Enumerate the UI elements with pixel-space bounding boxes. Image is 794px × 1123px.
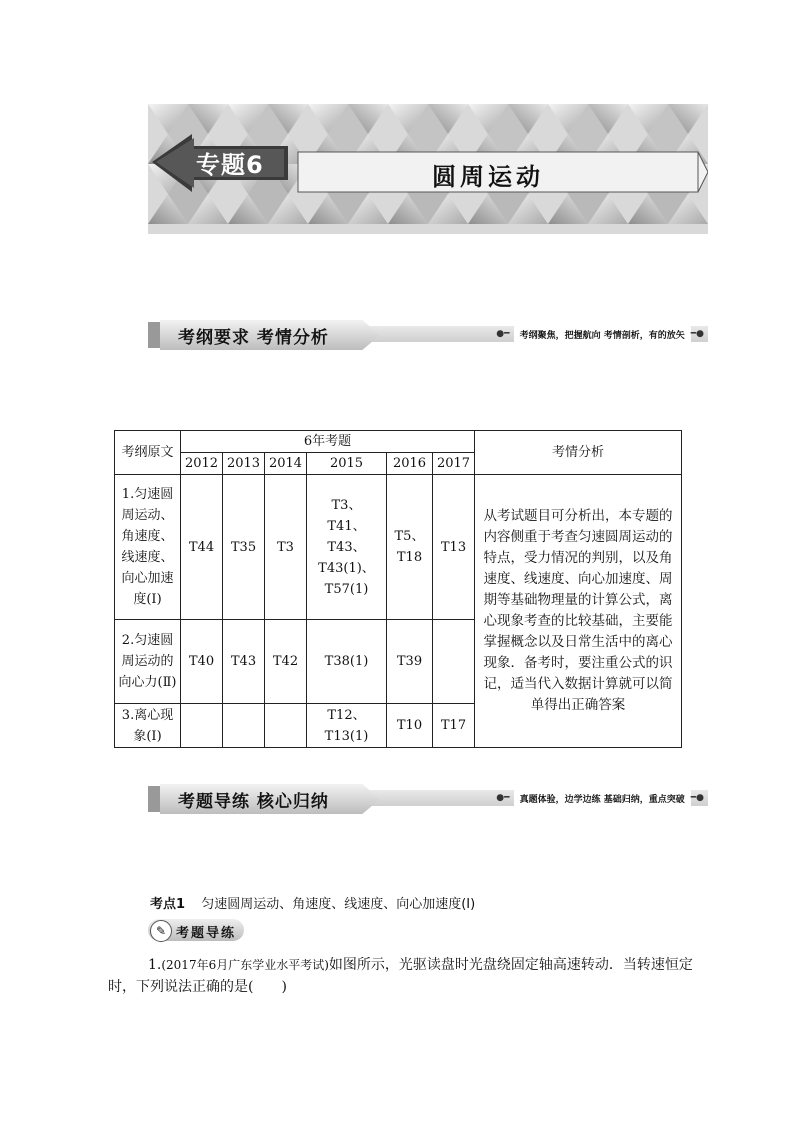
analysis-cell: 从考试题目可分析出，本专题的内容侧重于考查匀速圆周运动的特点，受力情况的判别，以及角速度、线速度、向心加速度、周期等基础物理量的计算公式，离心现象考查的比较基础，主要能掌握概念以及日常生活中的离心现象．备考时，要注重公式的识记，适当代入数据计算就可以简单得出正确答案 (475, 475, 682, 748)
year-header: 2015 (307, 453, 387, 475)
table-cell: T5、T18 (387, 475, 433, 620)
dot-line-icon: ●━ (496, 329, 510, 339)
question-1 (108, 954, 698, 998)
table-cell: T10 (387, 704, 433, 748)
table-analysis-header: 考情分析 (475, 431, 682, 475)
table-cell: T13 (433, 475, 475, 620)
table-cell: T43 (223, 620, 265, 704)
table-cell: T44 (181, 475, 223, 620)
practice-badge (148, 919, 248, 941)
table-cell: T38(1) (307, 620, 387, 704)
year-header: 2014 (265, 453, 307, 475)
section-note: 真题体验，边学边练 基础归纳，重点突破 (514, 790, 691, 807)
table-cell (265, 704, 307, 748)
table-cell: T3 (265, 475, 307, 620)
knowledge-point-label: 考点1 (150, 897, 186, 912)
chapter-title: 圆周运动 (432, 162, 544, 191)
topic-cell: 2.匀速圆周运动的向心力(Ⅱ) (115, 620, 181, 704)
table-cell: T40 (181, 620, 223, 704)
question-source: (2017年6月广东学业水平考试) (161, 958, 329, 972)
section-title: 考纲要求 考情分析 (178, 328, 329, 348)
table-cell: T42 (265, 620, 307, 704)
question-text: 如图所示，光驱读盘时光盘绕固定轴高速转动．当转速恒定时，下列说法正确的是( ) (108, 957, 693, 995)
table-cell (223, 704, 265, 748)
year-header: 2012 (181, 453, 223, 475)
badge-label: 考题导练 (176, 926, 237, 941)
section-note-box (496, 788, 708, 808)
table-cell: T12、T13(1) (307, 704, 387, 748)
section-header-requirements (148, 320, 708, 350)
table-group-header: 6年考题 (181, 431, 475, 453)
table-row (115, 475, 682, 620)
section-note: 考纲聚焦，把握航向 考情剖析，有的放矢 (514, 326, 691, 343)
knowledge-point-text: 匀速圆周运动、角速度、线速度、向心加速度(Ⅰ) (201, 897, 476, 912)
table-cell: T35 (223, 475, 265, 620)
table-cell: T17 (433, 704, 475, 748)
dot-line-icon: ━● (690, 793, 704, 803)
dot-line-icon: ━● (690, 329, 704, 339)
pen-icon: ✎ (150, 920, 172, 942)
table-cell (433, 620, 475, 704)
table-cell: T3、T41、T43、T43(1)、T57(1) (307, 475, 387, 620)
section-title: 考题导练 核心归纳 (178, 792, 329, 812)
table-cell (181, 704, 223, 748)
section-header-practice (148, 784, 708, 814)
knowledge-point (150, 893, 475, 912)
table-cell: T39 (387, 620, 433, 704)
year-header: 2013 (223, 453, 265, 475)
topic-cell: 3.离心现象(Ⅰ) (115, 704, 181, 748)
exam-analysis-table (114, 430, 682, 748)
section-note-box (496, 324, 708, 344)
table-corner-header: 考纲原文 (115, 431, 181, 475)
dot-line-icon: ●━ (496, 793, 510, 803)
question-number: 1. (148, 957, 162, 973)
topic-cell: 1.匀速圆周运动、角速度、线速度、向心加速度(Ⅰ) (115, 475, 181, 620)
year-header: 2017 (433, 453, 475, 475)
year-header: 2016 (387, 453, 433, 475)
chapter-number: 专题6 (196, 151, 264, 179)
